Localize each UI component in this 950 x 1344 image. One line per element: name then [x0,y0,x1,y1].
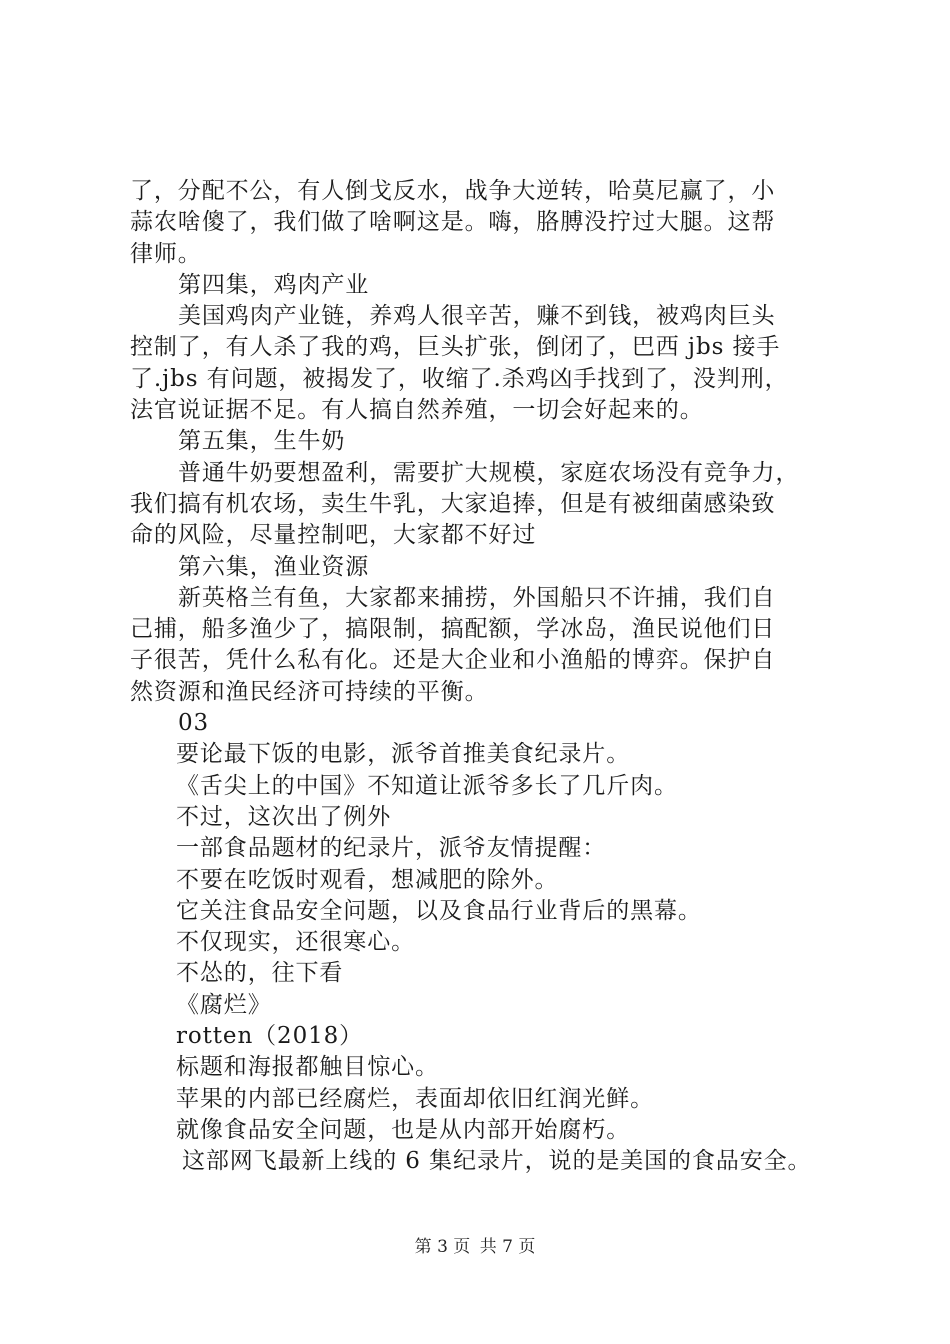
paragraph-line: 苹果的内部已经腐烂，表面却依旧红润光鲜。 [176,1085,654,1112]
paragraph-line: 它关注食品安全问题，以及食品行业背后的黑幕。 [176,897,702,924]
paragraph-line: 这部网飞最新上线的 6 集纪录片，说的是美国的食品安全。 [182,1148,812,1175]
paragraph-line: 普通牛奶要想盈利，需要扩大规模，家庭农场没有竞争力， [178,459,800,486]
paragraph-line: 新英格兰有鱼，大家都来捕捞，外国船只不许捕，我们自 [178,584,776,611]
paragraph-line: 了.jbs 有问题，被揭发了，收缩了.杀鸡凶手找到了，没判刑， [130,365,789,392]
page-total: 共 7 页 [479,1237,536,1257]
section-heading-episode-4: 第四集，鸡肉产业 [178,271,370,298]
paragraph-line: 蒜农啥傻了，我们做了啥啊这是。嗨，胳膊没拧过大腿。这帮 [130,209,776,236]
paragraph-line: 控制了，有人杀了我的鸡，巨头扩张，倒闭了，巴西 jbs 接手 [130,334,781,361]
paragraph-line: 了，分配不公，有人倒戈反水，战争大逆转，哈莫尼赢了，小 [130,178,776,204]
paragraph-line: 然资源和渔民经济可持续的平衡。 [130,678,489,705]
paragraph-line: 标题和海报都触目惊心。 [176,1054,439,1081]
section-heading-episode-5: 第五集，生牛奶 [178,428,346,455]
document-body [130,176,830,1178]
film-title: 《腐烂》 [176,991,272,1018]
paragraph-line: 命的风险，尽量控制吧，大家都不好过 [130,522,537,549]
paragraph-line: 子很苦，凭什么私有化。还是大企业和小渔船的博弈。保护自 [130,647,776,674]
paragraph-line: 不怂的，往下看 [176,960,344,987]
paragraph-line: 就像食品安全问题，也是从内部开始腐朽。 [176,1116,631,1143]
section-heading-episode-6: 第六集，渔业资源 [178,553,370,580]
paragraph-line: 律师。 [130,240,202,267]
paragraph-line: 要论最下饭的电影，派爷首推美食纪录片。 [176,741,631,768]
paragraph-line: 不仅现实，还很寒心。 [176,929,415,956]
paragraph-line: 不过，这次出了例外 [176,803,392,830]
page-number: 第 3 页 [414,1237,471,1257]
film-subtitle: rotten（2018） [176,1023,364,1050]
paragraph-line: 不要在吃饭时观看，想减肥的除外。 [176,866,559,893]
section-number: 03 [178,710,210,737]
paragraph-line: 一部食品题材的纪录片，派爷友情提醒： [176,835,607,862]
paragraph-line: 美国鸡肉产业链，养鸡人很辛苦，赚不到钱，被鸡肉巨头 [178,303,776,330]
paragraph-line: 我们搞有机农场，卖生牛乳，大家追捧，但是有被细菌感染致 [130,490,776,517]
paragraph-line: 法官说证据不足。有人搞自然养殖，一切会好起来的。 [130,397,704,424]
paragraph-line: 己捕，船多渔少了，搞限制，搞配额，学冰岛，渔民说他们日 [130,616,776,643]
paragraph-line: 《舌尖上的中国》不知道让派爷多长了几斤肉。 [176,772,678,799]
page-footer [0,1236,950,1258]
